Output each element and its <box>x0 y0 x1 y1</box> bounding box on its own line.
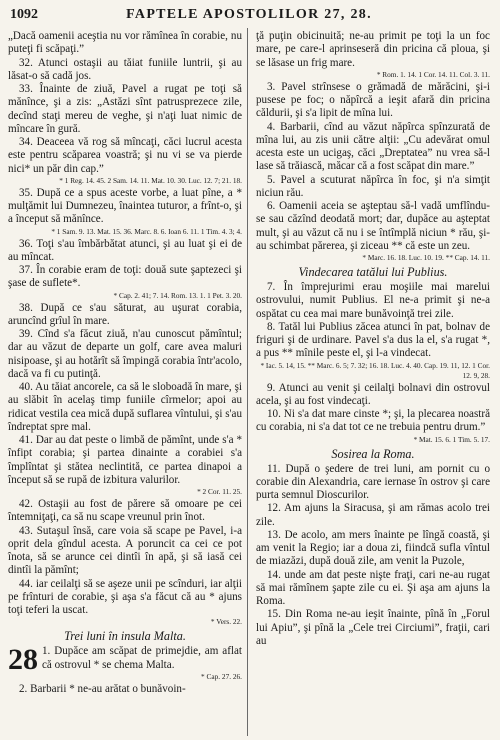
verse-40: 40. Au tăiat ancorele, ca să le sloboadă în mare, şi au slăbit în acelaş timp funiile cîrmelor; apoi au ridicat vestila cea mică după suflarea vîntului, şi s'au îndreptat spre mal. <box>8 381 242 433</box>
chapter-number: 28 <box>8 643 38 677</box>
verse-37: 37. În corabie eram de toţi: două sute şaptezeci şi şase de suflete*. <box>8 264 242 290</box>
verse-43: 43. Sutaşul însă, care voia să scape pe Pavel, i-a oprit dela gîndul acesta. A poruncit ca cei ce pot înota, să se arunce cei dintîi în apă, şi să iasă cei dintîi la pămînt; <box>8 524 242 577</box>
section-heading: Trei luni în insula Malta. <box>64 629 186 644</box>
cross-reference: * Cap. 2. 41; 7. 14. Rom. 13. 1. 1 Pet. 3. 20. <box>113 290 242 300</box>
verse-32: 32. Atunci ostaşii au tăiat funiile luntrii, şi au lăsat-o să cadă jos. <box>8 56 242 82</box>
verse-28-15: 15. Din Roma ne-au ieşit înainte, pînă în „Forul lui Apiu”, şi pînă la „Cele trei Circiumi”, fraţii, cari au <box>256 608 490 647</box>
cross-reference: * 1 Reg. 14. 45. 2 Sam. 14. 11. Mat. 10. 30. Luc. 12. 7; 21. 18. <box>59 175 242 185</box>
cross-reference: * Mat. 15. 6. 1 Tim. 5. 17. <box>413 434 490 444</box>
section-heading: Sosirea la Roma. <box>331 446 415 461</box>
verse-28-9: 9. Atunci au venit şi ceilalţi bolnavi din ostrovul acela, şi au fost vindecaţi. <box>256 381 490 407</box>
verse-38: 38. După ce s'au săturat, au uşurat corabia, aruncînd grîul în mare. <box>8 301 242 327</box>
verse-28-7: 7. În împrejurimi erau moşiile mai marelui ostrovului, numit Publius. El ne-a primit şi ne-a ospătat cu cea mai mare bunăvoinţă trei zile. <box>256 281 490 320</box>
cross-reference: * Iac. 5. 14, 15. ** Marc. 6. 5; 7. 32; 16. 18. Luc. 4. 40. Cap. 19. 11, 12. 1 Cor. 12. 9, 28. <box>260 360 490 380</box>
cross-reference: * 1 Sam. 9. 13. Mat. 15. 36. Marc. 8. 6. Ioan 6. 11. 1 Tim. 4. 3; 4. <box>51 226 242 236</box>
verse-28-2-start: 2. Barbarii * ne-au arătat o bunăvoin- <box>19 682 186 695</box>
section-heading: Vindecarea tatălui lui Publius. <box>298 265 448 279</box>
left-column <box>8 30 242 696</box>
page-number: 1092 <box>10 7 38 22</box>
verse-28-8: 8. Tatăl lui Publius zăcea atunci în pat, bolnav de friguri şi de urdinare. Pavel s'a dus la el, s'a rugat *, a pus ** mînile peste el, şi l-a vindecat. <box>256 320 490 360</box>
running-title: FAPTELE APOSTOLILOR 27, 28. <box>126 7 372 22</box>
verse-34: 34. Deaceea vă rog să mîncaţi, căci lucrul acesta este pentru scăparea voastră; şi nu vi se va pierde nici* un păr din cap.” <box>8 136 242 175</box>
verse-44: 44. iar ceilalţi să se aşeze unii pe scînduri, iar alţii pe frînturi de corabie, şi aşa s'a făcut că au * ajuns toţi teferi la uscat. <box>8 577 242 616</box>
verse-35: 35. După ce a spus aceste vorbe, a luat pîne, a * mulţămit lui Dumnezeu, înaintea tuturor, a frînt-o, şi a început să mănînce. <box>8 186 242 226</box>
cross-reference: * Rom. 1. 14. 1 Cor. 14. 11. Col. 3. 11. <box>376 69 490 79</box>
verse-28-14: 14. unde am dat peste nişte fraţi, cari ne-au rugat să mai rămînem şapte zile cu ei. Şi aşa am ajuns la Roma. <box>256 568 490 607</box>
verse-28-1: 1. Dupăce am scăpat de primejdie, am aflat că ostrovul * se chema Malta. <box>42 645 242 671</box>
verse-41: 41. Dar au dat peste o limbă de pămînt, unde s'a * înfipt corabia; şi partea dinainte a corabiei s'a împlîntat şi stătea neclintită, ce partea dinapoi a început să se rupă de izbitura valurilor. <box>8 434 242 486</box>
verse-28-3: 3. Pavel strînsese o grămadă de mărăcini, şi-i pusese pe foc; o năpîrcă a ieşit afară din pricina căldurii, şi s'a lipit de mîna lui. <box>256 80 490 120</box>
cross-reference: * Vers. 22. <box>210 617 242 627</box>
verse-28-5: 5. Pavel a scuturat năpîrca în foc, şi n'a simţit niciun rău. <box>256 173 490 199</box>
cross-reference: * Marc. 16. 18. Luc. 10. 19. ** Cap. 14. 11. <box>362 253 490 262</box>
page-header <box>10 7 488 25</box>
verse-28-12: 12. Am ajuns la Siracusa, şi am rămas acolo trei zile. <box>256 502 490 528</box>
verse-31-end: „Dacă oamenii aceştia nu vor rămînea în corabie, nu puteţi fi scăpaţi.” <box>8 30 242 56</box>
verse-42: 42. Ostaşii au fost de părere să omoare pe cei întemniţaţi, ca să nu scape vreunul prin înot. <box>8 498 242 524</box>
verse-28-13: 13. De acolo, am mers înainte pe lîngă coastă, şi am venit la Regio; iar a doua zi, fiindcă sufla vîntul de miazăzi, după două zile, am venit la Puzole, <box>256 528 490 568</box>
right-column <box>256 30 490 648</box>
column-divider <box>247 28 248 736</box>
verse-39: 39. Cînd s'a făcut ziuă, n'au cunoscut pămîntul; dar au văzut de departe un golf, care avea maluri nisipoase, şi au hotărît să împingă corabia într'acolo, dacă va fi cu putinţă. <box>8 328 242 380</box>
verse-28-2-cont: ţă puţin obicinuită; ne-au primit pe toţi la un foc mare, pe care-l aprinseseră din pricina că ploua, şi se lăsase un frig mare. <box>256 30 490 69</box>
verse-28-11: 11. După o şedere de trei luni, am pornit cu o corabie din Alexandria, care iernase în ostrov şi care purta semnul Dioscurilor. <box>256 462 490 501</box>
verse-28-10: 10. Ni s'a dat mare cinste *; şi, la plecarea noastră cu corabia, ni s'a dat tot ce ne trebuia pentru drum.” <box>256 408 490 434</box>
verse-36: 36. Toţi s'au îmbărbătat atunci, şi au luat şi ei de au mîncat. <box>8 237 242 263</box>
cross-reference: * 2 Cor. 11. 25. <box>197 487 242 496</box>
verse-33: 33. Înainte de ziuă, Pavel a rugat pe toţi să mănînce, şi a zis: „Astăzi sînt patrusprezece zile, decînd staţi mereu de veghe, şi n'aţi luat nimic de mîncare în gură. <box>8 83 242 135</box>
cross-reference: * Cap. 27. 26. <box>201 671 242 681</box>
verse-28-6: 6. Oamenii aceia se aşteptau să-l vadă umflîndu-se sau căzînd deodată mort; dar, dupăce au aşteptat mult, şi au văzut că nu i se întîmplă niciun * rău, şi-au schimbat părerea, şi ziceau ** că este un zeu. <box>256 200 490 252</box>
verse-28-4: 4. Barbarii, cînd au văzut năpîrca spînzurată de mîna lui, au zis unii către alţii: „Cu adevărat omul acesta este un ucigaş, căci „Dreptatea” nu vrea să-l lase să trăiască, măcar că a fost scăpat din mare.” <box>256 120 490 173</box>
